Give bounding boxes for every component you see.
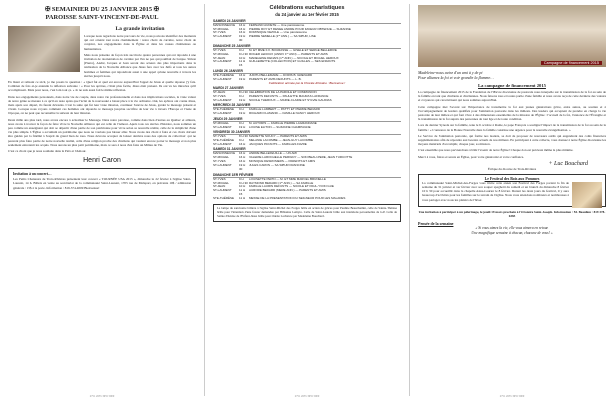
mass-time: 16 H bbox=[239, 141, 246, 146]
mass-time: 11 H bbox=[239, 196, 246, 201]
mass-parish: STE-THÉRÈSE bbox=[213, 72, 235, 77]
mass-time: 11 H 15 bbox=[239, 188, 246, 197]
campaign-paragraph: Cette campagne met l'accent sur l'importance de transmettre la foi aux jeunes générations grâce, entre autres, au soutien et à l'accompagnement de leaders qualifiés pour l'animation pastorale dans les milieux. Des leaders qui acceptent de prendre en charge la vie pastorale de leur milieu et qui font vivre à des dimensions essentielles de la mission de l'Église : l'accueil de la foi, l'annonce de l'Évangile et la transmission de la foi auprès des personnes de tout âge et de toute condition. bbox=[418, 104, 606, 122]
mass-parish: STE-THÉRÈSE bbox=[213, 107, 235, 112]
schedule-day-heading: MARDI 27 JANVIER bbox=[213, 86, 401, 91]
sanctuary-lamp-notice: La lampe du sanctuaire brûlera à l'église Saint-Michel des Forges brûle en action de grâces pour Pauline Beauchemin, celle de Sainte-Thérèse brûle pour l'intention d'une faveur demandée par Bibianne Lemyre. Celle de Saint-Laurent brûle aux intentions personnelles de G.P. Celle de Sainte-Thérèse de l'Enfant-Jésus brûle pour Odette Lachance par Madeleine Bouchard. bbox=[213, 204, 401, 222]
section-title: La grande invitation bbox=[115, 26, 165, 32]
mass-intention: FAMILLE LAURIN DÉFUNTS — NICOLE ET PAUL-YVON GUÉ bbox=[249, 185, 334, 189]
mass-intention: PARENTS ET AMIS DÉFUNTS — L. B. bbox=[249, 77, 302, 81]
reflection-paragraph: Mais nous présente de façon très succincte quatre personnes qui ont répondu à une invitation de réorientation de carrière par l'un ne pas qui pouillait de barque. Simon (Pierre), André, Jacques et Jean seront des acteurs des plus importants dans la réalisation de la Nouvelle Alliance que Jésus fera avec les Juifs et tous les autres hommes et femmes qui répondront aussi à une appel qu'une nouvelle à travers les siècles jusqu'à nous. bbox=[84, 52, 196, 78]
mass-parish: STE-THÉRÈSE bbox=[213, 138, 235, 143]
mass-time: 16 H bbox=[239, 72, 246, 77]
reflection-paragraph: Dans nos engagements personnels, dans notre vie de couple, dans notre vie professionnelle et dans nos implications sociales, la vraie valeur de notre génie se mesure à ce qu'il en reste après que l'éclat de la nouveauté a laissé place à la vie ordinaire. Oui, les apôtres ont connu Jésus, mais après son départ, ils furent dévastés. C'est la suite qui fut leur vraie mission, continuer l'œuvre de Jésus, garder le message présent et vivant. Lorsque nous voyons comment ces hommes ont répondu ce message jusqu'au sacrifice de leur vie à travers l'Europe et l'Asie de l'époque, on ne peut que reconnaître la sérieux de leur mission. bbox=[8, 94, 196, 116]
mass-intention: FERNAND AUDÈTE — Une paroissienne bbox=[249, 23, 305, 27]
schedule-day-heading: MERCREDI 28 JANVIER bbox=[213, 103, 401, 108]
reflection-paragraph: Deux mille ans plus tard, nous avons encore à actualiser le Message. Dans notre paroisse, comme dans bien d'autres au Québec et ailleurs, nous avons à trouver la façon de faire vivre la Nouvelle Alliance qui est celle de l'Amour. Après tous ces siècles d'histoire, nous sommes un peu comme un enseignant qui doit se départir d'une partie de son patrimoine pour vivre selon sa nouvelle réalité, celle de la simplicité d'une vie plus simple. L'Église a accumulé un patrimoine que nous ne voulons pas laisser aller. Nous avons des choix à faire et ces choix doivent être guidés par la fidélité à l'esprit du grand bien de tous. Nous devrons accepter de laisser derrière nous des options de collection· qui ne peuvent plus faire partie de notre nouvelle réalité, celle d'une religion proche des chrétiens qui veulent encore porter le message et non plus seulement entretenir les acquis. Nous aurons un plus petit patrimoine, mais ce sera à nous d'en faire un Milieu de Vie. bbox=[8, 117, 196, 147]
mass-row bbox=[213, 99, 401, 103]
mass-row bbox=[213, 143, 401, 147]
mass-intention: RICHARD FLAMAND — FAMILLE NANCY HÉROUX bbox=[249, 112, 320, 116]
mass-time: 19 H bbox=[239, 124, 246, 129]
mass-time: 9 H bbox=[239, 138, 244, 143]
bulletin-page-1 bbox=[0, 0, 204, 400]
mass-intention: JUDITH BELLEMARE — DORIS B. GRENARD bbox=[249, 73, 313, 77]
mass-schedule bbox=[213, 19, 401, 202]
mass-time: 16 H bbox=[239, 22, 246, 27]
mass-row bbox=[213, 197, 401, 201]
mass-intention: AURORE BÉDARD (MÈRE ANN.) — PARENTS ET AMIS bbox=[249, 189, 326, 193]
thought-heading: Pensée de la semaine bbox=[418, 221, 454, 227]
gospel-illustration bbox=[8, 26, 80, 72]
mass-intention: MESSE DE LA PRÉSENTATION DU SEIGNEUR POUR LES MALADES bbox=[249, 197, 346, 201]
campaign-paragraph: La campagne de financement 2015 de la Fondation de l'Œuvre diocésaine de pastorale nous interpelle sur la transmission de la foi au sein de la famille en tant que chrétiens et chrétiennes. Nous faisons tous et toutes partie d'une famille et nous avons reçu de cette dernière des valeurs et croyances qui caractérisent qui nous sommes aujourd'hui. bbox=[418, 90, 606, 103]
page-footer: 2751 2655 3655 5000 bbox=[294, 395, 320, 398]
bulletin-page-3 bbox=[410, 0, 614, 400]
mass-intention: ROGER LEDOUX (ANNIV 1ʳᵉ ANN) — PARENTS ET AMIS bbox=[249, 52, 328, 56]
mass-parish: ST-LAURENT bbox=[213, 34, 232, 39]
campaign-text bbox=[418, 90, 606, 159]
mass-parish: ST-MICHEL bbox=[213, 180, 230, 185]
campaign-paragraph: Lors du dernier Synode sur la famille, tenu le 6 octobre à Rome, le pape François a souligné l'impact de la transmission de la foi au sein de la famille : « L'annonce de la Bonne Nouvelle dans la famille constitue une urgence pour la nouvelle évangélisation. » bbox=[418, 123, 606, 132]
mass-parish: MAISONNEUVE bbox=[213, 22, 236, 27]
mass-time: 16 H bbox=[239, 159, 246, 164]
schedule-day bbox=[213, 19, 401, 44]
mass-time: 19 H bbox=[239, 76, 246, 81]
mass-row bbox=[213, 126, 401, 130]
mass-parish: ST-LAURENT bbox=[213, 141, 232, 146]
invitation-heading: Invitation à un concert… bbox=[13, 172, 52, 177]
mass-time: 8 H 30 bbox=[239, 90, 248, 95]
mass-intention: PARENTS DÉFUNTS — PAULETTE MAURAS LAFRANCE bbox=[249, 94, 329, 98]
bulletin-page-2 bbox=[205, 0, 409, 400]
thought-line: Une magnifique semaine à chacun, chacune de vous! » bbox=[471, 230, 553, 235]
mass-row bbox=[213, 112, 401, 116]
banner-caption: Campagne de financement 2015 bbox=[541, 61, 602, 65]
mass-parish: ST-LAURENT bbox=[213, 97, 232, 102]
mass-time: 10 H bbox=[239, 55, 246, 60]
festival-heading: Le Festival des Bois aux Pommes bbox=[484, 176, 540, 181]
mass-time: 9 H bbox=[239, 120, 244, 125]
mass-parish: ST-YVES bbox=[213, 176, 226, 181]
mass-intention: LOUISETTE PÉPIN — M. ET MME MARCEL BRUNELLE bbox=[249, 177, 326, 181]
schedule-day bbox=[213, 44, 401, 69]
campaign-heading: La campagne de financement 2015 bbox=[478, 83, 546, 88]
mass-intention: RAYMOND BEDARD (1ʳᵉ ANN.) — SA FAMILLE bbox=[249, 181, 314, 185]
mass-time: 11 H 15 bbox=[239, 59, 246, 68]
mass-intention: ANDRÉ BELLEFEUILLE — UN AMI bbox=[249, 152, 297, 156]
schedule-day-heading: DIMANCHE 25 JANVIER bbox=[213, 44, 401, 49]
choir-note: Célébration animée par la Chorale Africaine : Bienvenue ! bbox=[268, 80, 346, 85]
mass-time: 16 H bbox=[239, 26, 246, 31]
reflection-paragraph: En lisant et relisant ce récit, je me posais la question : « Quel fut et quel est encore aujourd'hui l'appel de Jésus et quelle réponse j'y fais. Combien de fois ai-je entendu la réflexion suivante : « Pour les apôtres, c'était plus facile, Jésus était présent. Ils ont vu les miracles qu'il accomplissait. Mais pour nous, c'est loin tout ça. » Je ne suis aussi fait le même réflexion. bbox=[8, 80, 196, 93]
thought-text bbox=[418, 226, 606, 235]
schedule-day bbox=[213, 103, 401, 116]
mass-intention: PIERRE SEMELLE (1ʳᵉ ANN.) — SA SŒUR, LISE bbox=[249, 35, 316, 39]
mass-parish: ST-LAURENT bbox=[213, 111, 232, 116]
mass-intention: CÉLÉBRATION DE LA PAROLE ET COMMUNION bbox=[249, 91, 317, 95]
mass-intention: FAMILLE LAMBERT — PATTY ET PIERRE BÉDARD bbox=[249, 108, 321, 112]
mass-parish: ST-LAURENT bbox=[213, 188, 232, 193]
mass-intention: GUILLEMETTE (COLLECTION) ET GUILLES — SES ENFANTS bbox=[249, 60, 336, 64]
schedule-day-heading: SAMEDI 31 JANVIER bbox=[213, 147, 401, 152]
mass-parish: ST-LAURENT bbox=[213, 76, 232, 81]
bulletin-title bbox=[8, 5, 196, 23]
mass-parish: ST-JEAN bbox=[213, 90, 226, 95]
schedule-day bbox=[213, 147, 401, 172]
festival-image bbox=[572, 182, 602, 208]
mass-parish: ST-JEAN bbox=[213, 184, 226, 189]
mass-intention: LOUISE ELITON — SUZANNE CHAMPAGNE bbox=[249, 125, 311, 129]
schedule-day bbox=[213, 117, 401, 130]
mass-intention: DOMINIQUE VEZOLE — Une paroissienne bbox=[249, 31, 308, 35]
mass-row bbox=[213, 164, 401, 172]
campaign-banner-image bbox=[418, 5, 606, 67]
campaign-paragraph: Le Service de l'animation pastorale, qui forme nos leaders, se doit de proposer de nouveaux outils qui engendrent des coûts financiers supplémentaires afin de répondre aux besoins actuels de nos milieux. En participant à cette collecte, vous donnez à notre Église diocésaine les moyens matériels d'accomplir, chaque jour, sa mission. bbox=[418, 133, 606, 147]
pilgrimage-notice: Une invitation à participer à un pèlerinage, le jeudi 19 mars prochain à l'Oratoire Saint-Joseph. Information : M. Beaulieu : 819 378-6383 bbox=[418, 209, 606, 219]
mass-intention: MÉLANIE LACOMBE — JEAN-GUY LACOMBE bbox=[249, 139, 313, 143]
mass-parish: ST-YVES bbox=[213, 93, 226, 98]
invitation-text: Les Petits Chanteurs de Trois-Rivières présentent leur concert « TOURNÉE USA 2015 », dimanche le 22 février à l'église Saint-Laurent, 14 h. Billets en vente au secrétariat de la communauté Saint-Laurent, 1705 rue de Malapart, en prévente 10$ / admission générale : 15$ à la porte. Information : 819-374-4009 Bienvenue! bbox=[13, 177, 191, 190]
campaign-verse bbox=[418, 70, 606, 80]
mass-parish: ST-LAURENT bbox=[213, 163, 232, 168]
mass-time: 8 H 30 bbox=[239, 134, 248, 139]
mass-intention: JULES CARON — SA SŒUR FRANCINE bbox=[249, 164, 305, 168]
festival-box bbox=[418, 174, 606, 207]
schedule-day-heading: VENDREDI 30 JANVIER bbox=[213, 130, 401, 135]
page-footer: 2751 2655 3655 5000 bbox=[89, 395, 115, 398]
campaign-paragraph: C'est ensemble que nous parviendrons à bâtir l'avenir de notre Église! Chaque don est précieux même le plus minime. bbox=[418, 148, 574, 153]
festival-text: La communauté Saint-Michel-des-Forges vous invite cette année son Festival des Forges portant la fin de semaine du 31 janvier et 1er février avec son souper spaghetti du samedi et un brunch du dimanche 8 février 10 h 30 pour accueillir dans la chapelle Anna-Laurier le 8 février. Durant les deux jours du festival, il y aura beaucoup d'activités pour les familles sur le terrain de l'église. Nous vous attendons nombreux et nombreuses à vous partager avec nous les plaisirs de l'hiver. bbox=[422, 180, 569, 202]
reflection-paragraph: C'est ce choix que je nous souhaite dans la Paix et l'Amour. bbox=[8, 149, 87, 154]
thought-line: « Si vous aimez la vie, elle vous aimera en retour. bbox=[475, 226, 549, 231]
mass-parish: ST-LAURENT bbox=[213, 59, 232, 64]
mass-time: 16 H bbox=[239, 30, 246, 35]
mass-parish: ST-MICHEL bbox=[213, 26, 230, 31]
bulletin-date-title: ✠ SEMAINIER DU 25 JANVIER 2015 ✠ bbox=[44, 6, 160, 13]
mass-time: 9 H bbox=[239, 93, 244, 98]
verse-line: Pour allumez la foi et voir grandir la flamme… bbox=[418, 75, 494, 80]
schedule-day bbox=[213, 130, 401, 147]
mass-time: 9 H 30 bbox=[239, 51, 248, 56]
author-signature: Henri Caron bbox=[83, 157, 121, 165]
mass-intention: VALÉRIE LAROCHELLE PÉRIGNY — SON BEAU-PÈRE, JEAN TURCOTTE bbox=[249, 156, 353, 160]
mass-parish: ST-YVES bbox=[213, 159, 226, 164]
mass-time: 19 H 30 bbox=[239, 163, 246, 172]
mass-parish: ST-MICHEL bbox=[213, 120, 230, 125]
mass-time: 19 H bbox=[239, 111, 246, 116]
mass-parish: ST-YVES bbox=[213, 134, 226, 139]
mass-intention: JACQUES PAYANTS — FAMILLES FAVRE bbox=[249, 142, 307, 146]
parish-name: PAROISSE SAINT-VINCENT-DE-PAUL bbox=[45, 14, 159, 21]
schedule-day-heading: DIMANCHE 1ER FÉVRIER bbox=[213, 173, 401, 178]
mass-time: 16 H bbox=[239, 155, 246, 160]
mass-intention: MADELEINE DENAIS (1ʳᵉ ANN.) — NICOLE ET MICHEL HÉROUX bbox=[249, 56, 339, 60]
mass-row bbox=[213, 60, 401, 68]
reflection-paragraph: Lorsque nous regardons notre parcours de vie, nous pouvons identifier des moments qui ont orienté tout notre cheminement : notre choix de carrière, notre choix de conjoint, nos engagements dans la Église et dans les causes chrétiennes ou humanitaires. bbox=[84, 34, 196, 51]
bishop-caption: Évêque du diocèse de Trois-Rivières bbox=[487, 166, 537, 171]
mass-parish: ST-YVES bbox=[213, 47, 226, 52]
page-footer: 2751 2655 3655 5000 bbox=[499, 395, 525, 398]
mass-time: 19 H 30 bbox=[239, 34, 246, 43]
bishop-signature: + Luc Bouchard bbox=[548, 160, 588, 167]
schedule-day bbox=[213, 86, 401, 103]
mass-parish: ST-LAURENT bbox=[213, 124, 232, 129]
mass-time: 16 H bbox=[239, 151, 246, 156]
mass-intention: MONIQUE DESROSIERS — PARENTS ET AMIS bbox=[249, 160, 316, 164]
mass-parish: ST-MICHEL bbox=[213, 51, 230, 56]
mass-time: 10 H bbox=[239, 184, 246, 189]
mass-parish: ST-MICHEL bbox=[213, 155, 230, 160]
mass-parish: ST-YVES bbox=[213, 30, 226, 35]
schedule-day bbox=[213, 69, 401, 82]
mass-parish: STE-THÉRÈSE bbox=[213, 196, 235, 201]
mass-intention: M. ET MME F.X. BOURASSE — GISÈLE ET SERGE BELLERIVE bbox=[249, 48, 337, 52]
mass-intention: MARIETTE SOUCY — PARENTS ET AMIS bbox=[249, 135, 307, 139]
verse-line: Madeleine-nous aviez d'un ami à y de pi bbox=[418, 70, 483, 75]
mass-intention: M. AUTORIS — FAMILLE PIERRE LAGRANDANE bbox=[249, 121, 317, 125]
schedule-day-heading: LUNDI 26 JANVIER bbox=[213, 69, 401, 74]
mass-time: 9 H bbox=[239, 176, 244, 181]
concert-invitation-box bbox=[8, 168, 196, 196]
mass-time: 9 H bbox=[239, 107, 244, 112]
mass-row bbox=[213, 35, 401, 43]
mass-parish: MAISONNEUVE bbox=[213, 151, 236, 156]
schedule-title: Célébrations eucharistiques bbox=[269, 5, 345, 11]
mass-time: 9 H 30 bbox=[239, 180, 248, 185]
mass-intention: NICOLE THÉROUX — MARIE-CLAIRE ET SYLVIE GAUDIAS bbox=[249, 98, 332, 102]
mass-time: 9 H bbox=[239, 47, 244, 52]
schedule-day-heading: JEUDI 29 JANVIER bbox=[213, 117, 401, 122]
mass-time: 19 H bbox=[239, 97, 246, 102]
mass-intention: PIERRE ROY ET RENÉE ANDRÉ POUR FAVEUR OBTENUE — SUZANNE bbox=[249, 27, 351, 31]
schedule-day bbox=[213, 173, 401, 202]
schedule-day-heading: SAMEDI 24 JANVIER bbox=[213, 19, 401, 24]
campaign-paragraph: Merci à vous, frères et sœurs en Église, pour votre générosité et votre confiance. bbox=[418, 154, 525, 159]
schedule-dates: du 24 janvier au 1er février 2015 bbox=[275, 11, 339, 17]
mass-parish: ST-JEAN bbox=[213, 55, 226, 60]
